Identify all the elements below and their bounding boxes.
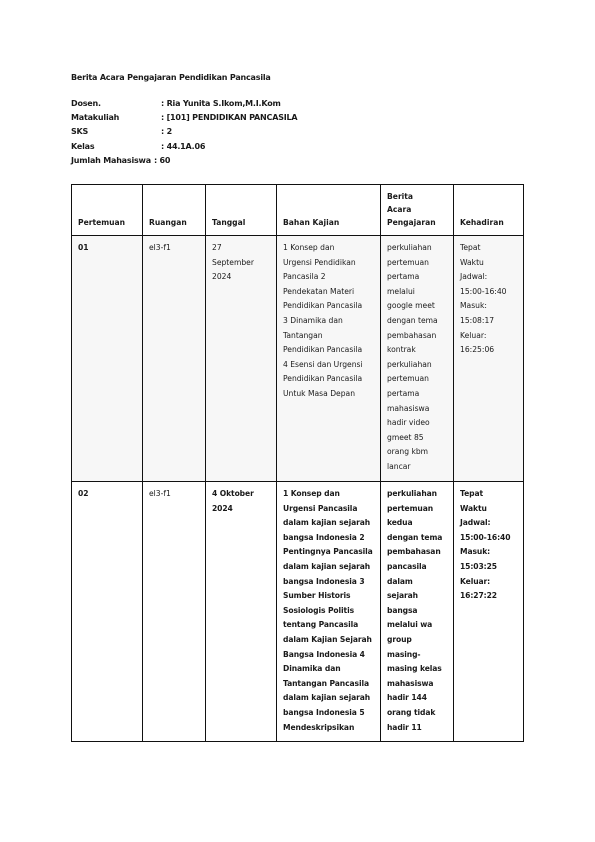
cell-tanggal: 4 Oktober 2024: [206, 482, 277, 742]
sks-value: : 2: [161, 127, 172, 137]
header-berita-acara: Berita Acara Pengajaran: [381, 185, 454, 236]
cell-tanggal: 27 September 2024: [206, 236, 277, 482]
sks-label: SKS: [71, 127, 89, 137]
jumlah-value: : 60: [153, 155, 171, 165]
header-kehadiran: Kehadiran: [454, 185, 524, 236]
cell-kehadiran: Tepat Waktu Jadwal: 15:00-16:40 Masuk: 15:03:25 Keluar: 16:27:22: [454, 482, 524, 742]
sks-row: [71, 125, 297, 139]
matakuliah-label: Matakuliah: [71, 113, 120, 123]
cell-bahan-kajian: 1 Konsep dan Urgensi Pancasila dalam kajian sejarah bangsa Indonesia 2 Pentingnya Pancasila dalam kajian sejarah bangsa Indonesia 3 Sumber Historis Sosiologis Politis tentang Pancasila dalam Kajian Sejarah Bangsa Indonesia 4 Dinamika dan Tantangan Pancasila dalam kajian sejarah bangsa Indonesia 5 Mendeskripsikan: [277, 482, 381, 742]
table-row: [72, 482, 524, 742]
cell-ruangan: el3-f1: [143, 236, 206, 482]
course-info: [71, 97, 297, 168]
header-tanggal: Tanggal: [206, 185, 277, 236]
matakuliah-value: : [101] PENDIDIKAN PANCASILA: [161, 113, 298, 123]
header-ruangan: Ruangan: [143, 185, 206, 236]
cell-kehadiran: Tepat Waktu Jadwal: 15:00-16:40 Masuk: 15:08:17 Keluar: 16:25:06: [454, 236, 524, 482]
dosen-row: [71, 97, 297, 111]
cell-berita-acara: perkuliahan pertemuan kedua dengan tema pembahasan pancasila dalam sejarah bangsa melalui wa group masing- masing kelas mahasiswa hadir 144 orang tidak hadir 11: [381, 482, 454, 742]
matakuliah-row: [71, 111, 297, 125]
cell-pertemuan: 02: [72, 482, 143, 742]
table-row: [72, 236, 524, 482]
header-bahan-kajian: Bahan Kajian: [277, 185, 381, 236]
cell-pertemuan: 01: [72, 236, 143, 482]
header-pertemuan: Pertemuan: [72, 185, 143, 236]
kelas-value: : 44.1A.06: [161, 141, 206, 151]
cell-bahan-kajian: 1 Konsep dan Urgensi Pendidikan Pancasila 2 Pendekatan Materi Pendidikan Pancasila 3 Dinamika dan Tantangan Pendidikan Pancasila 4 Esensi dan Urgensi Pendidikan Pancasila Untuk Masa Depan: [277, 236, 381, 482]
jumlah-label: Jumlah Mahasiswa: [71, 155, 151, 165]
cell-ruangan: el3-f1: [143, 482, 206, 742]
table-header-row: [72, 185, 524, 236]
cell-berita-acara: perkuliahan pertemuan pertama melalui google meet dengan tema pembahasan kontrak perkuliahan pertemuan pertama mahasiswa hadir video gmeet 85 orang kbm lancar: [381, 236, 454, 482]
kelas-label: Kelas: [71, 141, 95, 151]
dosen-label: Dosen.: [71, 99, 101, 108]
document-title: Berita Acara Pengajaran Pendidikan Pancasila: [71, 73, 271, 82]
jumlah-row: [71, 154, 297, 168]
dosen-value: : Ria Yunita S.Ikom,M.I.Kom: [161, 99, 281, 108]
teaching-log-table: [71, 184, 524, 742]
kelas-row: [71, 140, 297, 154]
